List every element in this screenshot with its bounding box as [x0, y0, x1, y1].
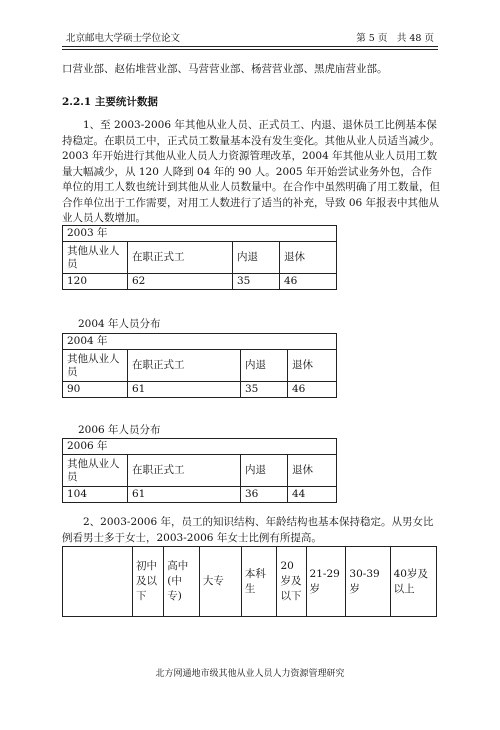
header-thesis-title: 北京邮电大学硕士学位论文 [66, 33, 181, 44]
table-edu-header: 本科生 [241, 547, 277, 617]
table-edu-header: 初中及以下 [133, 547, 164, 617]
table-edu-header: 20岁及以下 [277, 547, 306, 617]
caption-2006: 2006 年人员分布 [78, 424, 161, 436]
table-2003-header: 其他从业人员 [63, 242, 128, 274]
table-edu-header: 21-29岁 [306, 547, 346, 617]
table-2006-cell: 61 [128, 487, 241, 503]
table-2006-header: 在职正式工 [128, 455, 241, 487]
table-2006-cell: 104 [63, 487, 128, 503]
paragraph-1: 1、至 2003-2006 年其他从业人员、正式员工、内退、退休员工比例基本保持稳定。在职员工中，正式员工数量基本没有发生变化。其他从业人员适当减少。2003 年开始进行其他从业人员人力资源管理改革，2004 年其他从业人员用工数量大幅减少，从 120 人降到 04 年的 90 人。2005 年开始尝试业务外包，合作单位的用工人数也统计到其他从业人员数量中。在合作中虽然明确了用工数量，但合作单位出于工作需要，对用工人数进行了适当的补充，导致 06 年报表中其他从业人员人数增加。 [62, 119, 440, 224]
table-2004-cell: 35 [241, 382, 288, 398]
paragraph-2: 2、2003-2006 年，员工的知识结构、年龄结构也基本保持稳定。从男女比例看男士多于女士，2003-2006 年女士比例有所提高。 [62, 516, 434, 544]
table-2006-year: 2006 年 [63, 439, 337, 455]
table-2006 [62, 438, 337, 503]
table-2004-header: 内退 [241, 350, 288, 382]
table-2004-year: 2004 年 [63, 334, 337, 350]
page-footer: 北方网通地市级其他从业人员人力资源管理研究 [155, 669, 345, 679]
table-2006-header: 其他从业人员 [63, 455, 128, 487]
table-edu-header: 大专 [199, 547, 241, 617]
table-edu-header: 高中(中专) [164, 547, 200, 617]
header-page-number: 第 5 页 共 48 页 [356, 33, 434, 44]
table-2003 [62, 225, 337, 290]
table-2006-cell: 44 [288, 487, 337, 503]
table-2004-cell: 46 [288, 382, 337, 398]
table-2004-header: 在职正式工 [128, 350, 241, 382]
table-2004-cell: 61 [128, 382, 241, 398]
header-rule [62, 46, 438, 50]
table-2004 [62, 333, 337, 398]
table-2004-header: 其他从业人员 [63, 350, 128, 382]
intro-line: 口营业部、赵佑堆营业部、马营营业部、杨营营业部、黑虎庙营业部。 [62, 63, 388, 75]
table-2003-cell: 120 [63, 274, 128, 290]
table-2003-header: 内退 [233, 242, 280, 274]
table-edu-header: 30-39岁 [346, 547, 390, 617]
table-2003-cell: 46 [280, 274, 337, 290]
table-2006-header: 退休 [288, 455, 337, 487]
table-edu-header [63, 547, 133, 617]
table-2003-cell: 62 [128, 274, 233, 290]
table-2006-cell: 36 [241, 487, 288, 503]
table-2003-header: 退休 [280, 242, 337, 274]
table-2003-year: 2003 年 [63, 226, 337, 242]
section-title: 2.2.1 主要统计数据 [62, 96, 158, 108]
caption-2004: 2004 年人员分布 [78, 318, 161, 330]
table-2006-header: 内退 [241, 455, 288, 487]
table-2003-header: 在职正式工 [128, 242, 233, 274]
page-header [62, 26, 438, 44]
table-2003-cell: 35 [233, 274, 280, 290]
table-education-age [62, 546, 437, 617]
table-2004-header: 退休 [288, 350, 337, 382]
table-2004-cell: 90 [63, 382, 128, 398]
table-edu-header: 40岁及以上 [390, 547, 436, 617]
